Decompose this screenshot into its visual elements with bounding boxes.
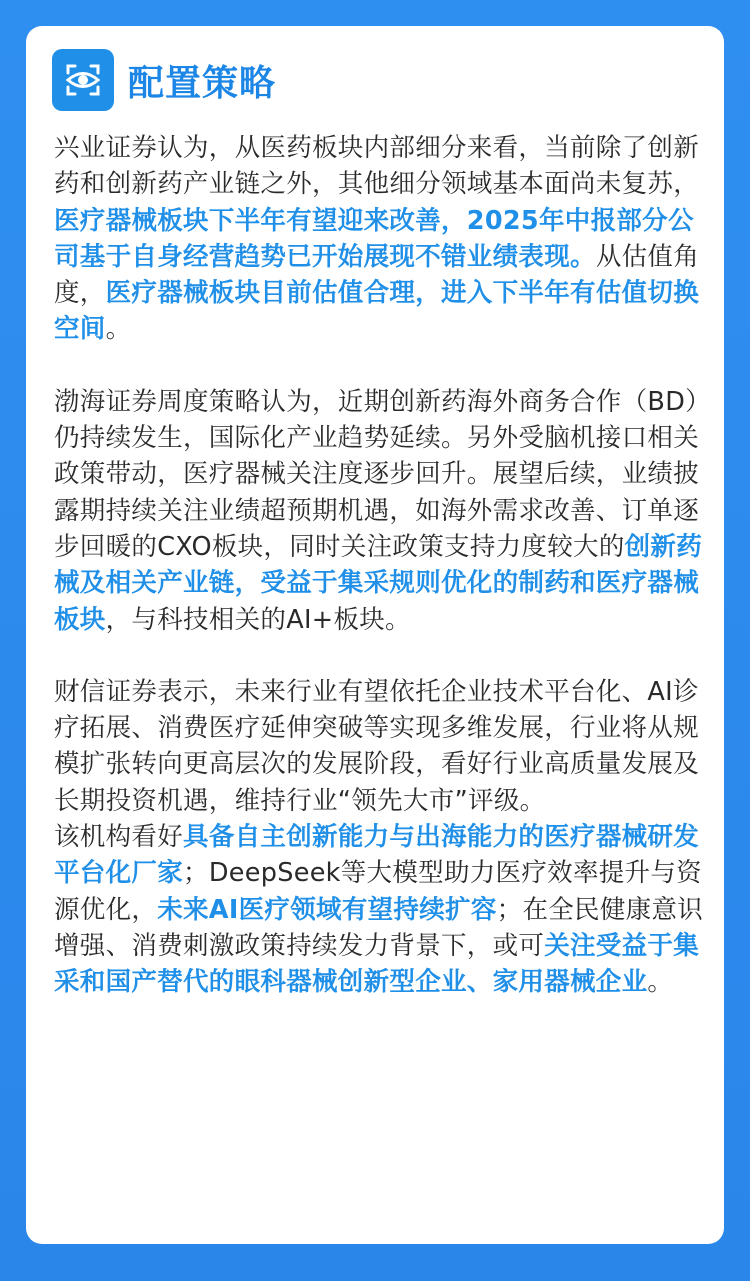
body-text: 财信证券表示，未来行业有望依托企业技术平台化、AI诊疗拓展、消费医疗延伸突破等实现多维发展，行业将从规模扩张转向更高层次的发展阶段，看好行业高质量发展及长期投资机遇，维持行业“领先大市”评级。 (54, 676, 700, 816)
body-text: 。 (647, 967, 674, 998)
highlight-text: 未来AI医疗领域有望持续扩容 (157, 894, 497, 925)
paragraph-3 (54, 674, 704, 819)
paragraph-4 (54, 819, 704, 1000)
body-text: 兴业证券认为，从医药板块内部细分来看，当前除了创新药和创新药产业链之外，其他细分领域基本面尚未复苏， (54, 133, 700, 200)
highlight-text: 医疗器械板块目前估值合理，进入下半年有估值切换空间 (54, 278, 700, 345)
body-text: 渤海证券周度策略认为，近期创新药海外商务合作（BD）仍持续发生，国际化产业趋势延续。另外受脑机接口相关政策带动，医疗器械关注度逐步回升。展望后续，业绩披露期持续关注业绩超预期机遇，如海外需求改善、订单逐步回暖的CXO板块，同时关注政策支持力度较大的 (54, 386, 700, 562)
paragraph-2 (54, 384, 704, 638)
target-eye-icon-graphic (60, 57, 106, 103)
body-text: ，与科技相关的AI+板块。 (105, 604, 411, 635)
highlight-text: 医疗器械板块下半年有望迎来改善，2025年中报部分公司基于自身经营趋势已开始展现不错业绩表现。 (54, 205, 694, 272)
body-text: ；在全民健康意识增强、消费刺激政策持续发力背景下，或可 (54, 894, 704, 961)
highlight-text: 创新药械及相关产业链，受益于集采规则优化的制药和医疗器械板块 (54, 531, 703, 635)
article-body (54, 130, 704, 1001)
body-text: ；DeepSeek等大模型助力医疗效率提升与资源优化， (54, 858, 702, 925)
content-card (26, 26, 724, 1244)
body-text: 从估值角度， (54, 241, 700, 309)
highlight-text: 具备自主创新能力与出海能力的医疗器械研发平台化厂家 (54, 822, 700, 889)
body-text: 。 (105, 314, 132, 345)
section-title: 配置策略 (128, 62, 277, 104)
paragraph-1 (54, 130, 704, 348)
section-header (52, 49, 276, 111)
highlight-text: 关注受益于集采和国产替代的眼科器械创新型企业、家用器械企业 (54, 930, 700, 998)
body-text: 该机构看好 (54, 822, 184, 853)
target-eye-icon (52, 49, 114, 111)
